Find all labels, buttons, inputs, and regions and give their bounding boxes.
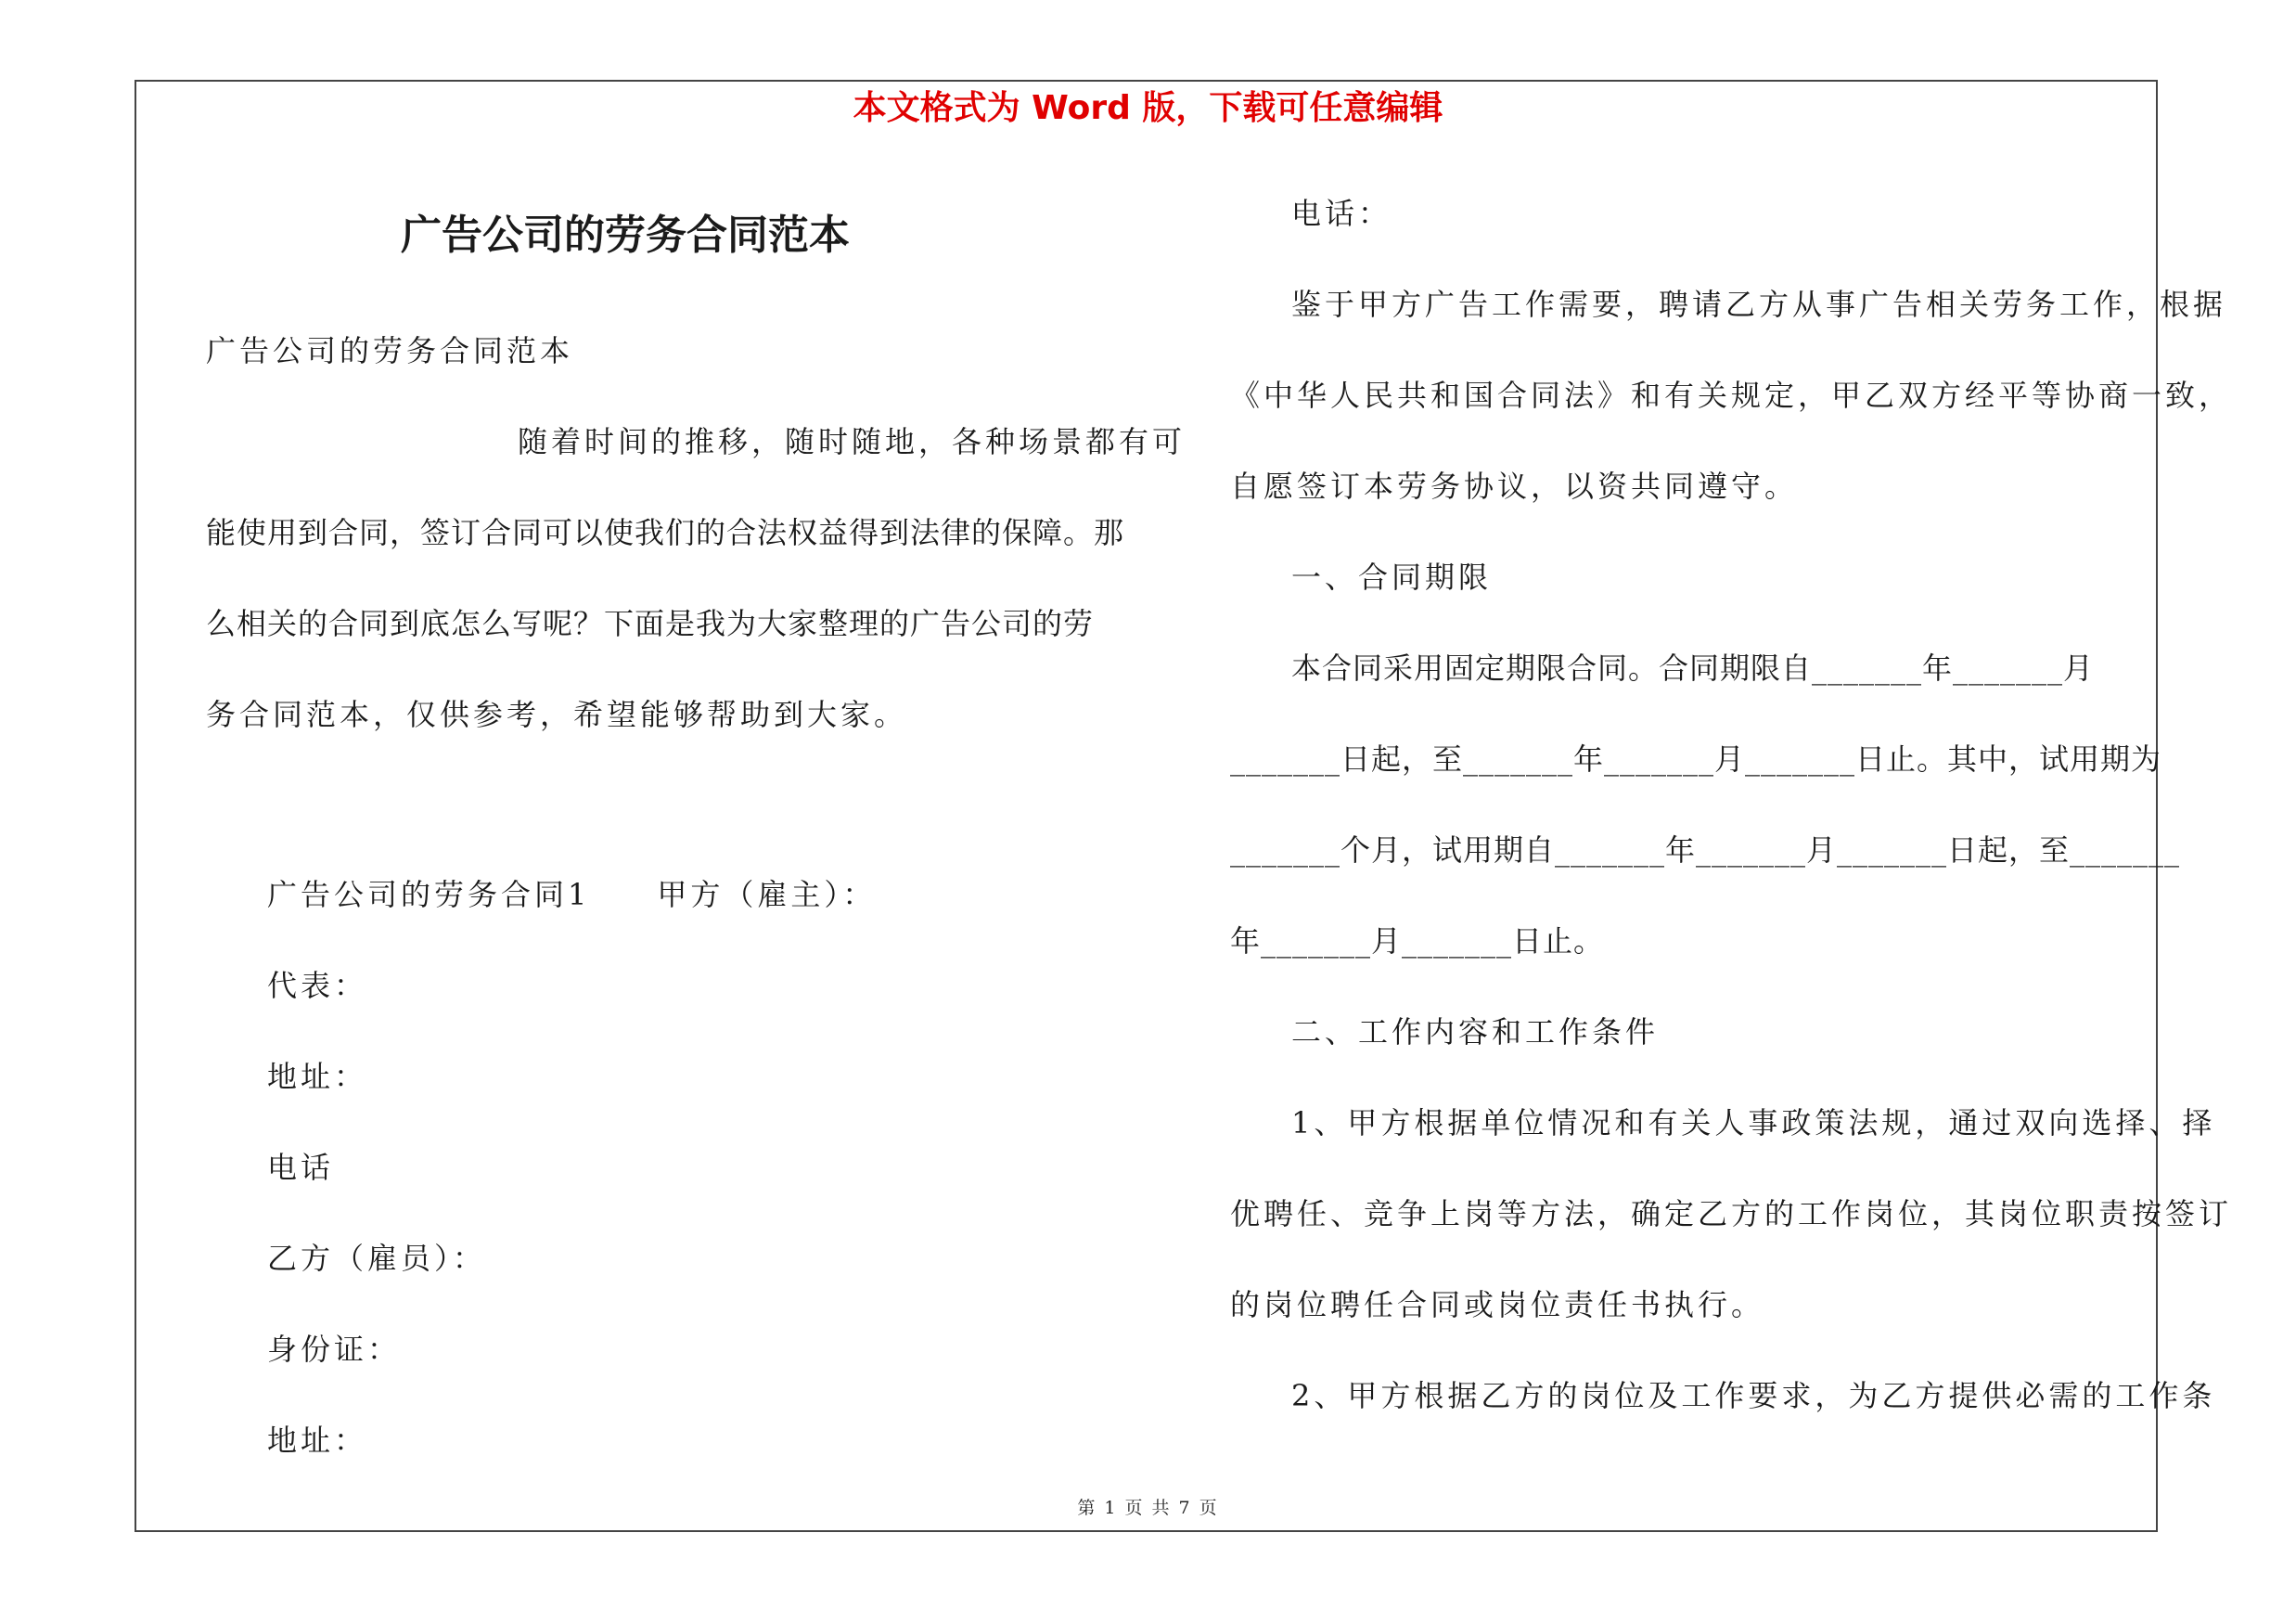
right-line-clause-1c: 的岗位聘任合同或岗位责任书执行。 [1230, 1287, 1765, 1322]
right-line-term-3: _______个月，试用期自_______年_______月_______日起，至_______ [1230, 832, 2181, 868]
right-line-section-1-heading: 一、合同期限 [1291, 560, 1493, 595]
left-line-phone-a: 电话 [267, 1150, 335, 1185]
left-line-intro-4: 务合同范本，仅供参考，希望能够帮助到大家。 [206, 697, 908, 732]
right-line-term-2: _______日起，至_______年_______月_______日止。其中，试用期为 [1230, 741, 2162, 777]
left-line-address-b: 地址： [267, 1423, 368, 1458]
left-line-subtitle: 广告公司的劳务合同范本 [206, 333, 574, 368]
right-line-clause-2a: 2、甲方根据乙方的岗位及工作要求，为乙方提供必需的工作条 [1291, 1378, 2216, 1413]
right-line-recital-2: 《中华人民共和国合同法》和有关规定，甲乙双方经平等协商一致， [1230, 378, 2233, 413]
right-line-clause-1b: 优聘任、竞争上岗等方法，确定乙方的工作岗位，其岗位职责按签订 [1230, 1196, 2233, 1231]
right-line-recital-3: 自愿签订本劳务协议，以资共同遵守。 [1230, 469, 1799, 504]
page-number-footer: 第 1 页 共 7 页 [1077, 1498, 1219, 1518]
right-line-term-4: 年_______月_______日止。 [1230, 923, 1605, 959]
left-line-address-a: 地址： [267, 1059, 368, 1094]
document-title: 广告公司的劳务合同范本 [401, 212, 850, 259]
right-line-clause-1a: 1、甲方根据单位情况和有关人事政策法规，通过双向选择、择 [1291, 1105, 2216, 1140]
left-line-intro-2: 能使用到合同，签订合同可以使我们的合法权益得到法律的保障。那 [206, 515, 1125, 550]
word-format-banner: 本文格式为 Word 版，下载可任意编辑 [853, 89, 1443, 127]
right-line-recital-1: 鉴于甲方广告工作需要，聘请乙方从事广告相关劳务工作，根据 [1291, 287, 2227, 322]
left-line-id-card: 身份证： [267, 1332, 402, 1367]
left-line-intro-3: 么相关的合同到底怎么写呢？下面是我为大家整理的广告公司的劳 [206, 606, 1095, 641]
left-line-representative: 代表： [267, 968, 368, 1003]
right-line-phone: 电话： [1291, 196, 1392, 231]
left-line-intro-1: 随着时间的推移，随时随地，各种场景都有可 [518, 424, 1186, 459]
right-line-term-1: 本合同采用固定期限合同。合同期限自_______年_______月 [1291, 650, 2095, 686]
right-line-section-2-heading: 二、工作内容和工作条件 [1291, 1014, 1660, 1050]
left-line-contract-heading: 广告公司的劳务合同1 甲方（雇主）： [267, 877, 877, 912]
left-line-party-b: 乙方（雇员）： [267, 1241, 487, 1276]
